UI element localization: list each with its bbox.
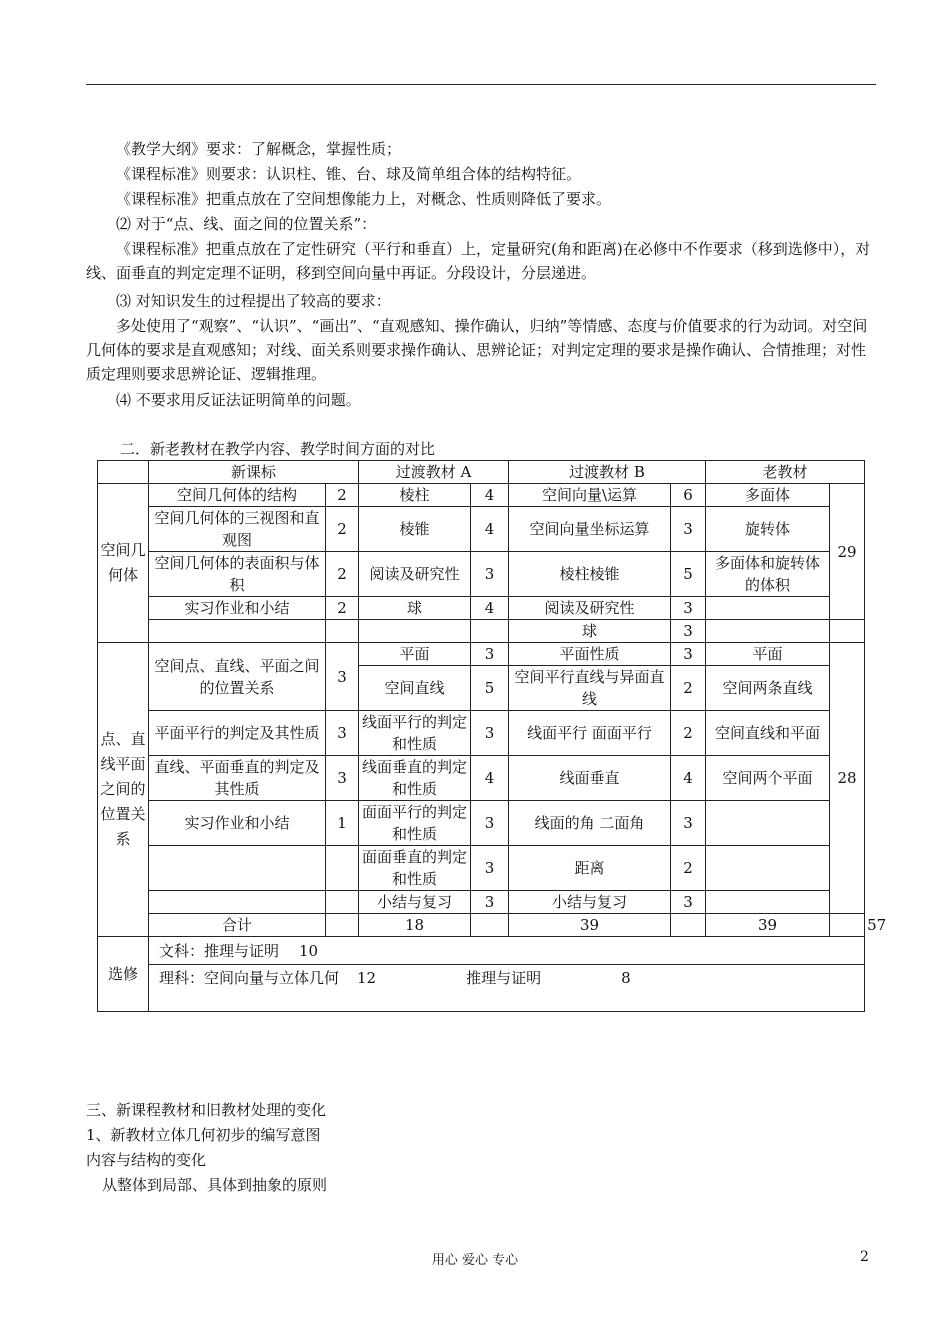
paragraph-syllabus: 《教学大纲》要求：了解概念，掌握性质； bbox=[116, 140, 402, 158]
table-cell: 小结与复习 bbox=[509, 891, 671, 914]
table-cell bbox=[149, 620, 326, 643]
table-cell: 3 bbox=[326, 643, 359, 711]
table-cell: 3 bbox=[326, 756, 359, 801]
paragraph-point-4: ⑷ 不要求用反证法证明简单的问题。 bbox=[116, 391, 361, 409]
table-cell: 棱柱 bbox=[359, 484, 471, 507]
elective-wen-hours: 10 bbox=[299, 941, 319, 960]
table-cell bbox=[830, 914, 865, 937]
total-label: 合计 bbox=[149, 914, 326, 937]
table-cell: 平面 bbox=[706, 643, 830, 666]
table-cell: 4 bbox=[471, 484, 509, 507]
table-cell: 空间几何体的表面积与体积 bbox=[149, 552, 326, 597]
table-row bbox=[98, 756, 865, 801]
elective-li2-label: 推理与证明 bbox=[466, 968, 542, 987]
elective-content bbox=[149, 937, 865, 1012]
paragraph-standard-focus: 《课程标准》把重点放在了空间想像能力上，对概念、性质则降低了要求。 bbox=[116, 190, 612, 208]
table-cell: 平面平行的判定及其性质 bbox=[149, 711, 326, 756]
table-cell: 直线、平面垂直的判定及其性质 bbox=[149, 756, 326, 801]
corner-cell bbox=[98, 461, 149, 484]
table-cell: 3 bbox=[471, 846, 509, 891]
table-cell bbox=[359, 620, 471, 643]
paragraph-point-2: ⑵ 对于“点、线、面之间的位置关系”： bbox=[116, 215, 377, 233]
group-label-solid-geometry: 空间几何体 bbox=[98, 484, 149, 643]
table-cell: 实习作业和小结 bbox=[149, 597, 326, 620]
header-transition-a: 过渡教材 A bbox=[359, 461, 509, 484]
table-row bbox=[98, 711, 865, 756]
table-cell bbox=[149, 891, 326, 914]
table-cell: 2 bbox=[326, 484, 359, 507]
header-rule bbox=[86, 84, 876, 85]
table-cell: 3 bbox=[671, 597, 706, 620]
table-row bbox=[98, 846, 865, 891]
table-cell: 旋转体 bbox=[706, 507, 830, 552]
table-cell bbox=[671, 914, 706, 937]
table-row bbox=[98, 597, 865, 620]
subsection-1-title: 1、新教材立体几何初步的编写意图 bbox=[86, 1126, 321, 1144]
table-cell: 空间点、直线、平面之间的位置关系 bbox=[149, 643, 326, 711]
table-cell: 3 bbox=[471, 891, 509, 914]
table-row bbox=[98, 801, 865, 846]
table-cell: 线面垂直 bbox=[509, 756, 671, 801]
table-cell bbox=[706, 597, 830, 620]
principle-line: 从整体到局部、具体到抽象的原则 bbox=[102, 1176, 328, 1194]
table-cell: 空间直线 bbox=[359, 666, 471, 711]
table-cell: 3 bbox=[326, 711, 359, 756]
table-row bbox=[98, 507, 865, 552]
table-cell: 4 bbox=[471, 507, 509, 552]
table-cell bbox=[326, 620, 359, 643]
table-cell: 线面的角 二面角 bbox=[509, 801, 671, 846]
table-cell: 空间两个平面 bbox=[706, 756, 830, 801]
table-cell: 阅读及研究性 bbox=[509, 597, 671, 620]
total-transition-b: 39 bbox=[706, 914, 830, 937]
table-row bbox=[98, 552, 865, 597]
table-cell: 线面平行的判定和性质 bbox=[359, 711, 471, 756]
paragraph-standard-requirement: 《课程标准》则要求：认识柱、锥、台、球及简单组合体的结构特征。 bbox=[116, 165, 582, 183]
table-cell: 棱柱棱锥 bbox=[509, 552, 671, 597]
table-cell bbox=[706, 801, 830, 846]
content-structure-heading: 内容与结构的变化 bbox=[86, 1151, 207, 1169]
table-row bbox=[98, 891, 865, 914]
table-cell: 4 bbox=[471, 756, 509, 801]
table-cell: 距离 bbox=[509, 846, 671, 891]
table-cell: 2 bbox=[671, 711, 706, 756]
elective-row bbox=[98, 937, 865, 1012]
table-cell: 3 bbox=[671, 801, 706, 846]
elective-li-label: 理科：空间向量与立体几何 bbox=[159, 968, 340, 987]
table-cell: 2 bbox=[671, 666, 706, 711]
table-cell: 小结与复习 bbox=[359, 891, 471, 914]
table-cell: 2 bbox=[671, 846, 706, 891]
table-cell: 4 bbox=[471, 597, 509, 620]
table-cell: 空间平行直线与异面直线 bbox=[509, 666, 671, 711]
elective-label: 选修 bbox=[98, 937, 149, 1012]
table-cell bbox=[830, 620, 865, 643]
table-cell: 3 bbox=[471, 552, 509, 597]
table-cell: 3 bbox=[671, 643, 706, 666]
table-cell: 空间几何体的结构 bbox=[149, 484, 326, 507]
table-cell: 3 bbox=[471, 643, 509, 666]
header-transition-b: 过渡教材 B bbox=[509, 461, 706, 484]
paragraph-qualitative: 《课程标准》把重点放在了定性研究（平行和垂直）上，定量研究(角和距离)在必修中不作要求（移到选修中），对线、面垂直的判定定理不证明，移到空间向量中再证。分段设计，分层递进。 bbox=[86, 240, 871, 282]
table-row bbox=[98, 643, 865, 666]
table-row bbox=[98, 620, 865, 643]
table-cell: 2 bbox=[326, 552, 359, 597]
paragraph-point-3: ⑶ 对知识发生的过程提出了较高的要求： bbox=[116, 292, 391, 310]
table-cell: 3 bbox=[471, 801, 509, 846]
page-number: 2 bbox=[860, 1249, 869, 1265]
table-cell: 平面性质 bbox=[509, 643, 671, 666]
table-cell bbox=[706, 891, 830, 914]
table-cell: 平面 bbox=[359, 643, 471, 666]
table-cell: 多面体和旋转体的体积 bbox=[706, 552, 830, 597]
section-3-title: 三、新课程教材和旧教材处理的变化 bbox=[86, 1101, 327, 1119]
elective-science bbox=[149, 965, 864, 1011]
table-cell bbox=[471, 620, 509, 643]
table-cell: 空间几何体的三视图和直观图 bbox=[149, 507, 326, 552]
group-label-position-relations: 点、直线平面之间的位置关系 bbox=[98, 643, 149, 937]
table-cell bbox=[471, 914, 509, 937]
table-cell: 球 bbox=[359, 597, 471, 620]
table-cell: 3 bbox=[671, 507, 706, 552]
comparison-table bbox=[97, 460, 887, 1012]
table-cell: 多面体 bbox=[706, 484, 830, 507]
table-cell: 线面平行 面面平行 bbox=[509, 711, 671, 756]
table-cell: 6 bbox=[671, 484, 706, 507]
table-cell: 5 bbox=[671, 552, 706, 597]
table-cell: 空间向量坐标运算 bbox=[509, 507, 671, 552]
table-cell: 2 bbox=[326, 597, 359, 620]
elective-li-hours: 12 bbox=[357, 968, 377, 987]
elective-li2-hours: 8 bbox=[621, 968, 631, 987]
table-cell: 5 bbox=[471, 666, 509, 711]
table-cell: 线面垂直的判定和性质 bbox=[359, 756, 471, 801]
table-row bbox=[98, 484, 865, 507]
table-cell bbox=[149, 846, 326, 891]
total-row: 合计 18 39 39 57 bbox=[98, 914, 865, 937]
footer-slogan: 用心 爱心 专心 bbox=[431, 1253, 519, 1268]
paragraph-verbs: 多处使用了“观察”、“认识”、“画出”、“直观感知、操作确认，归纳”等情感、态度与价值要求的行为动词。对空间几何体的要求是直观感知；对线、面关系则要求操作确认、思辨论证；对判定定理的要求是操作确认、合情推理；对性质定理则要求思辨论证、逻辑推理。 bbox=[86, 317, 868, 383]
table-cell: 3 bbox=[471, 711, 509, 756]
elective-wen-label: 文科：推理与证明 bbox=[159, 941, 280, 960]
table-cell: 4 bbox=[671, 756, 706, 801]
table-cell: 空间两条直线 bbox=[706, 666, 830, 711]
table-cell: 球 bbox=[509, 620, 671, 643]
table-cell: 空间向量\运算 bbox=[509, 484, 671, 507]
header-old-textbook: 老教材 bbox=[706, 461, 865, 484]
total-transition-a: 39 bbox=[509, 914, 671, 937]
table-cell: 棱锥 bbox=[359, 507, 471, 552]
header-new-standard: 新课标 bbox=[149, 461, 359, 484]
table-cell bbox=[326, 914, 359, 937]
table-cell: 面面垂直的判定和性质 bbox=[359, 846, 471, 891]
table-cell: 实习作业和小结 bbox=[149, 801, 326, 846]
table-cell: 面面平行的判定和性质 bbox=[359, 801, 471, 846]
table-cell: 2 bbox=[326, 507, 359, 552]
table-header-row bbox=[98, 461, 865, 484]
group1-old-total: 29 bbox=[830, 484, 865, 620]
table-cell: 阅读及研究性 bbox=[359, 552, 471, 597]
table-cell: 1 bbox=[326, 801, 359, 846]
elective-liberal-arts bbox=[149, 938, 864, 965]
section-2-title: 二．新老教材在教学内容、教学时间方面的对比 bbox=[120, 440, 436, 458]
table-cell: 3 bbox=[671, 620, 706, 643]
table-cell: 空间直线和平面 bbox=[706, 711, 830, 756]
table-cell: 3 bbox=[671, 891, 706, 914]
table-cell bbox=[326, 891, 359, 914]
group2-old-total: 28 bbox=[830, 643, 865, 914]
total-new-standard: 18 bbox=[359, 914, 471, 937]
table-cell bbox=[706, 620, 830, 643]
table-cell bbox=[706, 846, 830, 891]
table-cell bbox=[326, 846, 359, 891]
